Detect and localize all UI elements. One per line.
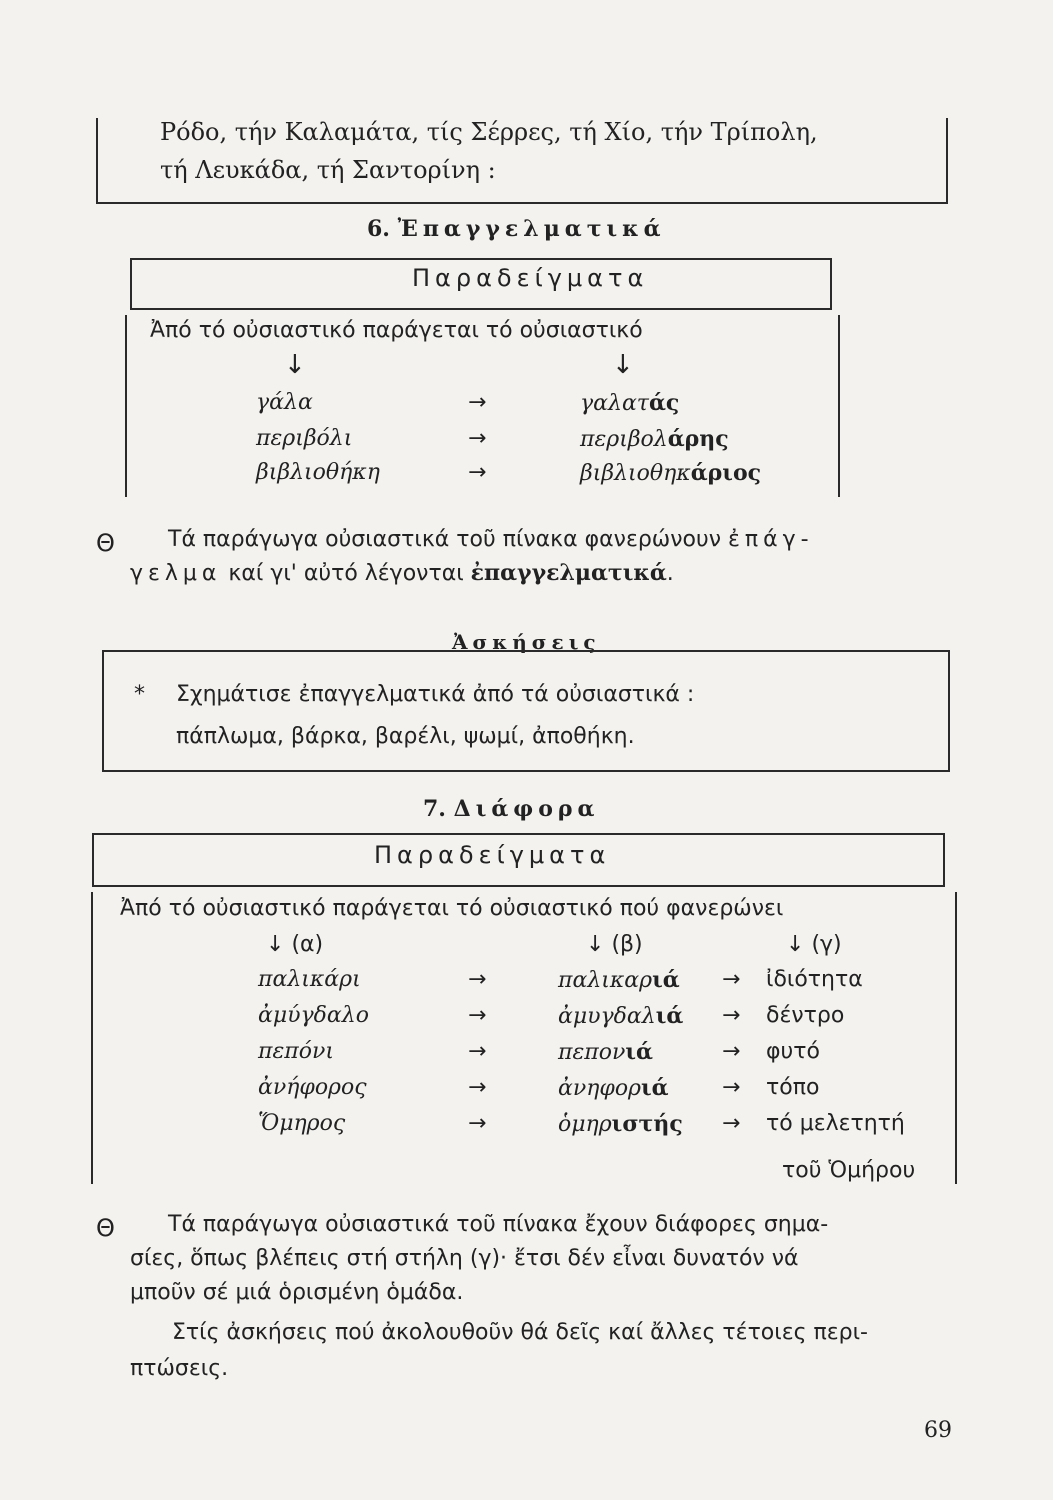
section7-row-2-base: ἀμύγδαλο [258,1003,369,1028]
section7-table-left-border [91,892,93,1184]
section7-row-4-derived [558,1075,669,1101]
section7-col-c-header [786,932,842,957]
section7-row-5-derived-stem: ὁμηρ [558,1112,612,1137]
section7-col-a-label: (α) [291,932,324,957]
section7-row-2-derived [558,1003,683,1029]
section6-note-emph-b: γελμα [130,561,222,586]
section6-note-emph-a: ἐπάγ- [728,527,814,552]
section6-number: 6. [367,216,390,242]
section6-note-line-1 [168,527,814,552]
down-arrow-icon: ↓ [284,350,306,380]
section7-row-4-derived-suffix: ιά [641,1075,669,1101]
intro-line-1: Ρόδο, τήν Καλαμάτα, τίς Σέρρες, τή Χίο, τήν Τρίπολη, [160,118,818,146]
section7-row-3-derived-suffix: ιά [625,1039,653,1065]
section6-row-2-derived-suffix: άρης [667,426,729,452]
section7-row-3-meaning: φυτό [766,1039,820,1064]
page-number: 69 [924,1418,952,1443]
section6-table-right-border [838,315,840,497]
section7-note-line-1: Τά παράγωγα οὐσιαστικά τοῦ πίνακα ἔχουν διάφορες σημα- [168,1212,829,1237]
section6-row-1-derived [580,390,679,416]
section6-row-3-derived-stem: βιβλιοθηκ [580,461,691,486]
section7-title: Διάφορα [453,796,600,822]
section7-row-1-meaning: ἰδιότητα [766,967,863,992]
section7-examples-header: Παραδείγματα [374,841,611,869]
section7-table-right-border [955,892,957,1184]
down-arrow-icon: ↓ [612,350,634,380]
section7-row-1-derived-stem: παλικαρ [558,968,653,993]
section6-row-3-derived-suffix: άριος [690,460,762,486]
arrow-right-icon: → [722,967,741,992]
arrow-right-icon: → [468,460,487,485]
section7-row-2-derived-suffix: ιά [655,1003,684,1029]
section7-col-b-header [586,932,643,957]
arrow-right-icon: → [468,1075,487,1100]
section7-row-4-base: ἀνήφορος [258,1075,367,1100]
section7-note2-line-2: πτώσεις. [130,1356,229,1381]
section6-row-1-derived-stem: γαλατ [580,391,649,416]
section7-row-2-derived-stem: ἀμυγδαλ [558,1004,656,1029]
section6-exercise-line-2: πάπλωμα, βάρκα, βαρέλι, ψωμί, ἀποθήκη. [176,724,635,749]
section6-note-term: ἐπαγγελματικά [470,560,667,586]
section7-col-a-header [266,932,323,957]
section6-heading [367,216,666,242]
intro-line-2: τή Λευκάδα, τή Σαντορίνη : [160,156,496,184]
section7-row-3-base: πεπόνι [258,1039,334,1064]
exercise-bullet: * [134,682,145,707]
section7-row-5-meaning: τό μελετητή [766,1111,905,1136]
section7-note-line-3: μποῦν σέ μιά ὁρισμένη ὁμάδα. [130,1280,464,1305]
section7-number: 7. [423,796,446,822]
section6-note-text-b: καί γι' αὐτό λέγονται [221,561,471,586]
section6-note-line-2 [130,560,674,586]
arrow-right-icon: → [468,1039,487,1064]
section6-row-2-derived-stem: περιβολ [580,427,668,452]
section6-exercises-box [102,650,950,772]
section6-examples-header: Παραδείγματα [412,264,649,292]
section7-row-1-derived [558,967,680,993]
arrow-right-icon: → [722,1111,741,1136]
section7-col-c-label: (γ) [811,932,842,957]
section6-row-3-base: βιβλιοθήκη [256,460,380,485]
section7-heading [423,796,599,822]
section6-note-text-a: Τά παράγωγα οὐσιαστικά τοῦ πίνακα φανερώνουν [168,527,728,552]
section6-exercises-title: Ἀσκήσεις [452,630,601,654]
section7-note-line-2: σίες, ὅπως βλέπεις στή στήλη (γ)· ἔτσι δέν εἶναι δυνατόν νά [130,1246,799,1271]
section7-col-b-label: (β) [611,932,643,957]
section6-note-period: . [666,561,674,586]
section7-row-5-derived [558,1111,683,1137]
section7-row-1-derived-suffix: ιά [652,967,680,993]
arrow-right-icon: → [722,1003,741,1028]
arrow-right-icon: → [468,390,487,415]
note-symbol-icon: Θ [96,529,115,557]
section7-meaning-continued: τοῦ Ὁμήρου [782,1158,916,1183]
arrow-right-icon: → [722,1075,741,1100]
section7-row-4-derived-stem: ἀνηφορ [558,1076,641,1101]
section7-row-1-base: παλικάρι [258,967,361,992]
section6-row-2-base: περιβόλι [256,426,353,451]
section6-table-left-border [125,315,127,497]
section7-rule: Ἀπό τό οὐσιαστικό παράγεται τό οὐσιαστικό πού φανερώνει [120,896,784,921]
arrow-right-icon: → [468,1111,487,1136]
arrow-right-icon: → [722,1039,741,1064]
down-arrow-icon: ↓ [586,932,605,957]
section6-row-3-derived [580,460,761,486]
section6-row-2-derived [580,426,729,452]
section7-row-3-derived [558,1039,653,1065]
section6-row-1-base: γάλα [256,390,313,415]
section6-rule: Ἀπό τό οὐσιαστικό παράγεται τό οὐσιαστικό [150,318,643,343]
section7-row-5-base: Ὅμηρος [258,1111,346,1136]
down-arrow-icon: ↓ [266,932,285,957]
note-symbol-icon: Θ [96,1214,115,1242]
arrow-right-icon: → [468,967,487,992]
arrow-right-icon: → [468,1003,487,1028]
section6-title: Ἐπαγγελματικά [397,216,666,242]
section6-row-1-derived-suffix: άς [648,390,680,416]
arrow-right-icon: → [468,426,487,451]
section6-exercise-line-1: Σχημάτισε ἐπαγγελματικά ἀπό τά οὐσιαστικά : [176,682,695,707]
down-arrow-icon: ↓ [786,932,805,957]
section7-row-3-derived-stem: πεπον [558,1040,626,1065]
section7-row-2-meaning: δέντρο [766,1003,845,1028]
section7-row-5-derived-suffix: ιστής [611,1111,683,1137]
section7-note2-line-1: Στίς ἀσκήσεις πού ἀκολουθοῦν θά δεῖς καί ἄλλες τέτοιες περι- [172,1320,868,1345]
section7-row-4-meaning: τόπο [766,1075,820,1100]
